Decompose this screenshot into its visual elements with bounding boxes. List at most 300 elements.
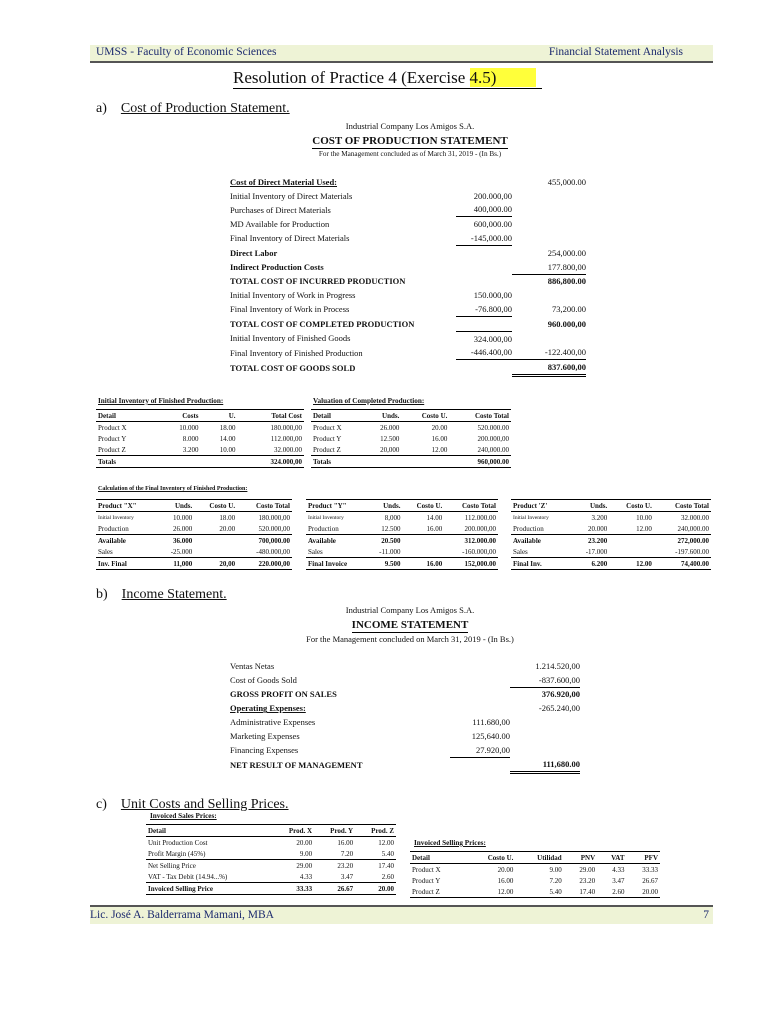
isp2-title: Invoiced Selling Prices: bbox=[414, 839, 486, 847]
table-row bbox=[511, 523, 711, 535]
table-cell: Sales bbox=[98, 547, 113, 556]
column-header-part: Costo bbox=[209, 501, 227, 510]
column-header: U. bbox=[201, 410, 238, 422]
table-cell: 18.00 bbox=[219, 513, 236, 522]
column-header bbox=[444, 500, 498, 512]
column-header bbox=[654, 500, 711, 512]
product-x-table bbox=[96, 499, 292, 570]
column-header-part: Total bbox=[271, 411, 287, 420]
is-row bbox=[230, 743, 580, 757]
table-cell: 8,000 bbox=[384, 513, 401, 522]
table-cell: 74,400.00 bbox=[654, 558, 711, 570]
is-row-label: GROSS PROFIT ON SALES bbox=[230, 689, 337, 700]
cps-heading-block bbox=[230, 120, 590, 160]
table-cell: Inv. Final bbox=[96, 558, 157, 570]
cps-row bbox=[230, 260, 586, 274]
table-cell: 16.00 bbox=[426, 524, 443, 533]
cps-row-c2: 73,200.00 bbox=[552, 304, 586, 315]
table-cell: 11,000 bbox=[157, 558, 194, 570]
table-row bbox=[146, 837, 396, 849]
table-cell: 16.00 bbox=[497, 876, 514, 885]
table-cell: 520.000,00 bbox=[258, 524, 290, 533]
table-cell: 20.00 bbox=[627, 886, 660, 898]
table-cell bbox=[609, 546, 654, 558]
cps-row-c1 bbox=[456, 274, 512, 288]
table-cell: 14.00 bbox=[219, 434, 236, 443]
table-cell: 4.33 bbox=[299, 872, 313, 881]
table-row bbox=[511, 512, 711, 524]
table-cell: 12.00 bbox=[378, 838, 394, 847]
cps-row-c1: 200.000,00 bbox=[473, 190, 512, 201]
table-cell: Unit Production Cost bbox=[148, 838, 208, 847]
is-row-c1 bbox=[450, 687, 510, 701]
cps-table bbox=[230, 175, 586, 377]
cps-row-c2: 254,000.00 bbox=[547, 247, 586, 258]
table-row bbox=[306, 523, 498, 535]
column-header: Utilidad bbox=[515, 852, 563, 864]
column-header bbox=[609, 500, 654, 512]
column-header: Unds. bbox=[157, 500, 194, 512]
table-cell: Net Selling Price bbox=[146, 860, 273, 872]
table-cell: Product X bbox=[313, 423, 342, 432]
section-c-letter: c) bbox=[96, 797, 107, 812]
table-cell: Product Z bbox=[410, 886, 465, 898]
table-row bbox=[146, 848, 396, 860]
table-row bbox=[511, 546, 711, 558]
column-header-part: Total bbox=[693, 501, 709, 510]
is-row-label: Marketing Expenses bbox=[230, 730, 300, 741]
table-cell: 2.60 bbox=[381, 872, 394, 881]
cps-row-c1: 600,000.00 bbox=[473, 219, 512, 230]
column-header: Unds. bbox=[364, 410, 402, 422]
table-cell: 18.00 bbox=[219, 423, 236, 432]
table-cell: Production bbox=[308, 524, 339, 533]
section-b-label: Income Statement. bbox=[121, 587, 227, 602]
cps-row-c2 bbox=[512, 288, 586, 302]
table-cell: 12.00 bbox=[609, 558, 654, 570]
column-header bbox=[449, 410, 511, 422]
table-cell: 152,000.00 bbox=[444, 558, 498, 570]
table-cell: Initial Inventory bbox=[308, 514, 344, 521]
table-cell: -160.000,00 bbox=[462, 547, 496, 556]
column-header-part: U. bbox=[435, 501, 443, 510]
table-row bbox=[96, 444, 304, 456]
table-row bbox=[96, 546, 292, 558]
table-row bbox=[96, 523, 292, 535]
table-row bbox=[96, 433, 304, 444]
cps-row-label: Final Inventory of Direct Materials bbox=[230, 233, 350, 244]
total-row bbox=[96, 456, 304, 468]
page-footer bbox=[90, 905, 713, 924]
table-cell: 3.47 bbox=[612, 876, 625, 885]
is-row-c1: 125,640.00 bbox=[471, 730, 510, 741]
table-cell: Product Y bbox=[313, 434, 342, 443]
column-header: Prod. X bbox=[273, 825, 314, 837]
final-calc-title: Calculation of the Final Inventory of Finished Production: bbox=[98, 486, 248, 492]
table-cell: -480.000,00 bbox=[256, 547, 290, 556]
is-row bbox=[230, 701, 580, 715]
table-cell: 29.00 bbox=[579, 865, 596, 874]
table-cell: 36.000 bbox=[157, 535, 194, 547]
table-row bbox=[96, 535, 292, 547]
product-y-table bbox=[306, 499, 498, 570]
is-row-c2: -837.600,00 bbox=[510, 673, 580, 687]
cps-row-c2 bbox=[512, 331, 586, 345]
table-row bbox=[511, 558, 711, 570]
is-row bbox=[230, 715, 580, 729]
table-cell: 520.000.00 bbox=[477, 423, 509, 432]
table-cell bbox=[194, 546, 237, 558]
column-header: Product "X" bbox=[96, 500, 157, 512]
table-cell: 200.000,00 bbox=[464, 524, 496, 533]
total-value: 324.000,00 bbox=[157, 456, 304, 468]
table-cell: 3.200 bbox=[182, 445, 199, 454]
column-header-part: Total bbox=[480, 501, 496, 510]
is-row-c1: 111.680,00 bbox=[472, 717, 510, 728]
cps-heading: COST OF PRODUCTION STATEMENT bbox=[312, 134, 508, 147]
cps-row-c2 bbox=[512, 231, 586, 245]
column-header-part: U. bbox=[228, 501, 236, 510]
table-cell: 32.000.00 bbox=[274, 445, 302, 454]
table-cell: 180.000,00 bbox=[270, 423, 302, 432]
cps-row-c2: 960.000,00 bbox=[547, 318, 586, 329]
footer-author: Lic. José A. Balderrama Mamani, MBA bbox=[90, 909, 274, 921]
cps-row-c2: 837.600,00 bbox=[512, 360, 586, 376]
table-cell: 5.40 bbox=[515, 886, 563, 898]
table-cell: 9.500 bbox=[367, 558, 403, 570]
table-cell: Available bbox=[306, 535, 367, 547]
table-cell: 220.000,00 bbox=[237, 558, 292, 570]
cps-row-label: Initial Inventory of Work in Progress bbox=[230, 290, 356, 301]
table-cell: -197.600.00 bbox=[675, 547, 709, 556]
column-header: Unds. bbox=[571, 500, 609, 512]
is-row-c2: 111,680.00 bbox=[510, 757, 580, 772]
table-cell: 112.000,00 bbox=[270, 434, 302, 443]
table-row bbox=[306, 558, 498, 570]
table-cell: -11.000 bbox=[379, 547, 401, 556]
table-cell: 10.000 bbox=[173, 513, 193, 522]
cps-row-label: Purchases of Direct Materials bbox=[230, 204, 331, 215]
is-company: Industrial Company Los Amigos S.A. bbox=[345, 605, 475, 615]
table-row bbox=[410, 864, 660, 876]
table-cell: Production bbox=[513, 524, 544, 533]
cps-row-c2: 886,800.00 bbox=[547, 276, 586, 287]
table-cell bbox=[402, 535, 444, 547]
cps-row bbox=[230, 231, 586, 245]
table-cell: Product Z bbox=[313, 445, 341, 454]
cps-row bbox=[230, 346, 586, 360]
table-cell: 20.00 bbox=[296, 838, 313, 847]
table-cell: Product Y bbox=[412, 876, 441, 885]
table-cell: VAT - Tax Debit (14.94...%) bbox=[148, 872, 228, 881]
page-header bbox=[90, 45, 713, 63]
table-row bbox=[511, 535, 711, 547]
cps-row bbox=[230, 245, 586, 259]
cps-row-label: TOTAL COST OF COMPLETED PRODUCTION bbox=[230, 318, 415, 329]
column-header bbox=[238, 410, 305, 422]
cps-row-c2 bbox=[512, 217, 586, 231]
is-row-c2 bbox=[510, 729, 580, 743]
table-cell: 17.40 bbox=[564, 886, 597, 898]
table-cell: 112.000.00 bbox=[464, 513, 496, 522]
table-cell: Product X bbox=[98, 423, 127, 432]
cps-row-c1: 150.000,00 bbox=[473, 290, 512, 301]
table-cell: 26.67 bbox=[642, 876, 658, 885]
column-header-part: Costo bbox=[674, 501, 693, 510]
table-cell: Product Z bbox=[98, 445, 126, 454]
column-header: PFV bbox=[627, 852, 660, 864]
isp-table bbox=[146, 824, 396, 895]
table-row bbox=[311, 422, 511, 434]
table-cell: 240,000.00 bbox=[677, 524, 709, 533]
table-cell: Sales bbox=[513, 547, 528, 556]
cps-row bbox=[230, 288, 586, 302]
table-cell: Initial Inventory bbox=[98, 514, 134, 521]
table-cell: 12.00 bbox=[465, 886, 515, 898]
table-cell: 20.00 bbox=[497, 865, 514, 874]
cps-row-label: TOTAL COST OF GOODS SOLD bbox=[230, 362, 356, 373]
table-cell: Product X bbox=[412, 865, 441, 874]
page-title bbox=[233, 68, 542, 89]
table-cell: 32.000.00 bbox=[681, 513, 709, 522]
cps-row bbox=[230, 217, 586, 231]
table-row bbox=[410, 886, 660, 898]
table-row bbox=[306, 512, 498, 524]
initial-inv-table bbox=[96, 409, 304, 468]
table-cell: 2.60 bbox=[597, 886, 626, 898]
table-cell: 29.00 bbox=[273, 860, 314, 872]
column-header-part: Costo bbox=[416, 501, 434, 510]
total-label: Totals bbox=[96, 456, 157, 468]
column-header-part: Costo bbox=[255, 501, 274, 510]
is-row-c2 bbox=[510, 743, 580, 757]
column-header bbox=[401, 410, 449, 422]
cps-row bbox=[230, 360, 586, 376]
is-row-c2 bbox=[510, 715, 580, 729]
table-row bbox=[311, 433, 511, 444]
table-cell: 3.200 bbox=[591, 513, 608, 522]
column-header-part: Costo bbox=[487, 853, 505, 862]
column-header-part: U. bbox=[645, 501, 652, 510]
is-row-label: Operating Expenses: bbox=[230, 703, 306, 714]
column-header-part: Total bbox=[493, 411, 509, 420]
is-row-label: NET RESULT OF MANAGEMENT bbox=[230, 759, 363, 770]
cps-row-c1: -446.400,00 bbox=[456, 346, 512, 360]
column-header: PNV bbox=[564, 852, 597, 864]
cps-row-c2: 455,000.00 bbox=[547, 176, 586, 187]
table-cell: 14.00 bbox=[426, 513, 443, 522]
cps-row-c1 bbox=[456, 245, 512, 259]
column-header bbox=[465, 852, 515, 864]
table-cell: 6.200 bbox=[571, 558, 609, 570]
table-row bbox=[311, 444, 511, 456]
column-header-part: Total bbox=[274, 501, 290, 510]
cps-row bbox=[230, 203, 586, 217]
cps-period: For the Management concluded as of March 31, 2019 - (In Bs.) bbox=[318, 149, 502, 158]
table-cell: 700,000.00 bbox=[237, 535, 292, 547]
isp-title: Invoiced Sales Prices: bbox=[150, 812, 217, 820]
table-row bbox=[306, 546, 498, 558]
cps-row bbox=[230, 175, 586, 189]
column-header: Costs bbox=[157, 410, 201, 422]
table-cell: 12.500 bbox=[380, 434, 400, 443]
table-cell: 26.000 bbox=[380, 423, 400, 432]
table-cell: 3.47 bbox=[340, 872, 354, 881]
table-cell: 23.200 bbox=[571, 535, 609, 547]
table-cell: 20,00 bbox=[194, 558, 237, 570]
table-row bbox=[306, 535, 498, 547]
table-cell: 26.67 bbox=[314, 883, 355, 895]
cps-row-c1: 400,000.00 bbox=[456, 203, 512, 217]
product-z-table bbox=[511, 499, 711, 570]
table-cell: 9.00 bbox=[549, 865, 562, 874]
header-left: UMSS - Faculty of Economic Sciences bbox=[96, 46, 277, 58]
cps-row-c2: 177.800,00 bbox=[512, 260, 586, 274]
table-row bbox=[146, 883, 396, 895]
table-cell: -17.000 bbox=[585, 547, 608, 556]
table-cell: 12.00 bbox=[431, 445, 448, 454]
table-cell: 20.00 bbox=[355, 883, 396, 895]
table-cell: Final Invoice bbox=[306, 558, 367, 570]
column-header-part: Costo bbox=[474, 411, 493, 420]
initial-inv-title: Initial Inventory of Finished Production: bbox=[98, 397, 224, 405]
cps-row-c1 bbox=[456, 260, 512, 274]
table-cell: Profit Margin (45%) bbox=[148, 849, 206, 858]
cps-row bbox=[230, 302, 586, 316]
section-b-heading bbox=[96, 587, 227, 603]
cps-row-label: Direct Labor bbox=[230, 247, 278, 258]
table-cell: Initial Inventory bbox=[513, 514, 549, 521]
table-row bbox=[96, 422, 304, 434]
table-cell bbox=[194, 535, 237, 547]
table-cell: 26.000 bbox=[173, 524, 193, 533]
table-cell: -25.000 bbox=[170, 547, 193, 556]
table-cell: 8.000 bbox=[182, 434, 199, 443]
table-cell bbox=[609, 535, 654, 547]
column-header-part: Costo bbox=[461, 501, 480, 510]
table-cell: 10.00 bbox=[219, 445, 236, 454]
column-header bbox=[237, 500, 292, 512]
table-cell: 17.40 bbox=[355, 860, 396, 872]
table-cell bbox=[402, 546, 444, 558]
cps-row-c1: -76.800,00 bbox=[456, 302, 512, 316]
table-cell: 20.500 bbox=[367, 535, 403, 547]
table-cell: 240,000.00 bbox=[477, 445, 509, 454]
table-row bbox=[96, 558, 292, 570]
section-c-label: Unit Costs and Selling Prices. bbox=[120, 797, 289, 812]
table-cell: 200.000,00 bbox=[477, 434, 509, 443]
cps-row-label: TOTAL COST OF INCURRED PRODUCTION bbox=[230, 276, 406, 287]
column-header: Prod. Y bbox=[314, 825, 355, 837]
column-header-part: U. bbox=[440, 411, 448, 420]
table-row bbox=[96, 512, 292, 524]
cps-row-label: Final Inventory of Work in Process bbox=[230, 304, 350, 315]
cps-row bbox=[230, 274, 586, 288]
table-cell: 7.20 bbox=[340, 849, 354, 858]
is-heading-block bbox=[230, 604, 590, 647]
column-header: Product "Y" bbox=[306, 500, 367, 512]
header-right: Financial Statement Analysis bbox=[548, 46, 683, 58]
is-row-label: Cost of Goods Sold bbox=[230, 674, 297, 685]
cps-company: Industrial Company Los Amigos S.A. bbox=[345, 121, 475, 131]
table-cell: 7.20 bbox=[549, 876, 562, 885]
cps-row-c1 bbox=[456, 360, 512, 376]
cps-row-c1: 324.000,00 bbox=[456, 331, 512, 345]
column-header-part: Cost bbox=[288, 411, 302, 420]
table-cell: 5.40 bbox=[381, 849, 394, 858]
cps-row-c2 bbox=[512, 203, 586, 217]
page-number: 7 bbox=[703, 909, 709, 921]
cps-row-label: Initial Inventory of Finished Goods bbox=[230, 333, 351, 344]
table-cell: 16.00 bbox=[337, 838, 354, 847]
column-header: Product 'Z' bbox=[511, 500, 571, 512]
table-row bbox=[410, 875, 660, 886]
table-cell: Available bbox=[96, 535, 157, 547]
income-table bbox=[230, 659, 580, 774]
table-row bbox=[146, 860, 396, 872]
isp2-table bbox=[410, 851, 660, 898]
title-main: Resolution of Practice 4 (Exercise bbox=[233, 68, 470, 87]
is-row bbox=[230, 757, 580, 772]
cps-row-c1: -145,000.00 bbox=[456, 231, 512, 245]
section-a-label: Cost of Production Statement. bbox=[120, 101, 290, 116]
cps-row-label: Indirect Production Costs bbox=[230, 261, 324, 272]
is-row-c1 bbox=[450, 757, 510, 772]
column-header-part: U. bbox=[506, 853, 514, 862]
is-row-label: Financing Expenses bbox=[230, 744, 299, 755]
table-cell: 9.00 bbox=[299, 849, 313, 858]
is-heading: INCOME STATEMENT bbox=[351, 618, 469, 631]
table-cell: Production bbox=[98, 524, 129, 533]
is-row-label: Administrative Expenses bbox=[230, 717, 316, 728]
cps-row-c1 bbox=[456, 316, 512, 331]
is-period: For the Management concluded on March 31, 2019 - (In Bs.) bbox=[306, 633, 514, 644]
table-cell: 12.500 bbox=[381, 524, 401, 533]
column-header: Detail bbox=[311, 410, 364, 422]
cps-row-c1 bbox=[456, 175, 512, 189]
table-cell: 10.00 bbox=[636, 513, 652, 522]
column-header: VAT bbox=[597, 852, 626, 864]
column-header bbox=[402, 500, 444, 512]
table-cell: 20.00 bbox=[219, 524, 236, 533]
is-row-c1 bbox=[450, 701, 510, 715]
total-row bbox=[311, 456, 511, 468]
cps-row-label: Final Inventory of Finished Production bbox=[230, 347, 363, 358]
cps-row-label: Initial Inventory of Direct Materials bbox=[230, 190, 353, 201]
is-row bbox=[230, 687, 580, 701]
column-header: Detail bbox=[146, 825, 273, 837]
is-row-c1: 27.920,00 bbox=[450, 743, 510, 757]
table-cell: 272,000.00 bbox=[654, 535, 711, 547]
table-cell: 16.00 bbox=[402, 558, 444, 570]
is-row bbox=[230, 673, 580, 687]
column-header-part: Costo bbox=[626, 501, 644, 510]
cps-row-label: MD Available for Production bbox=[230, 219, 330, 230]
is-row bbox=[230, 729, 580, 743]
table-cell: Available bbox=[511, 535, 571, 547]
cps-row-c2 bbox=[512, 189, 586, 203]
section-a-letter: a) bbox=[96, 101, 107, 116]
valuation-title: Valuation of Completed Production: bbox=[313, 397, 425, 405]
total-label: Totals bbox=[311, 456, 364, 468]
is-row bbox=[230, 659, 580, 673]
table-cell: Product Y bbox=[98, 434, 127, 443]
column-header: Prod. Z bbox=[355, 825, 396, 837]
table-cell: 23.20 bbox=[314, 860, 355, 872]
table-row bbox=[146, 871, 396, 883]
cps-row bbox=[230, 189, 586, 203]
table-cell: 20,000 bbox=[380, 445, 400, 454]
